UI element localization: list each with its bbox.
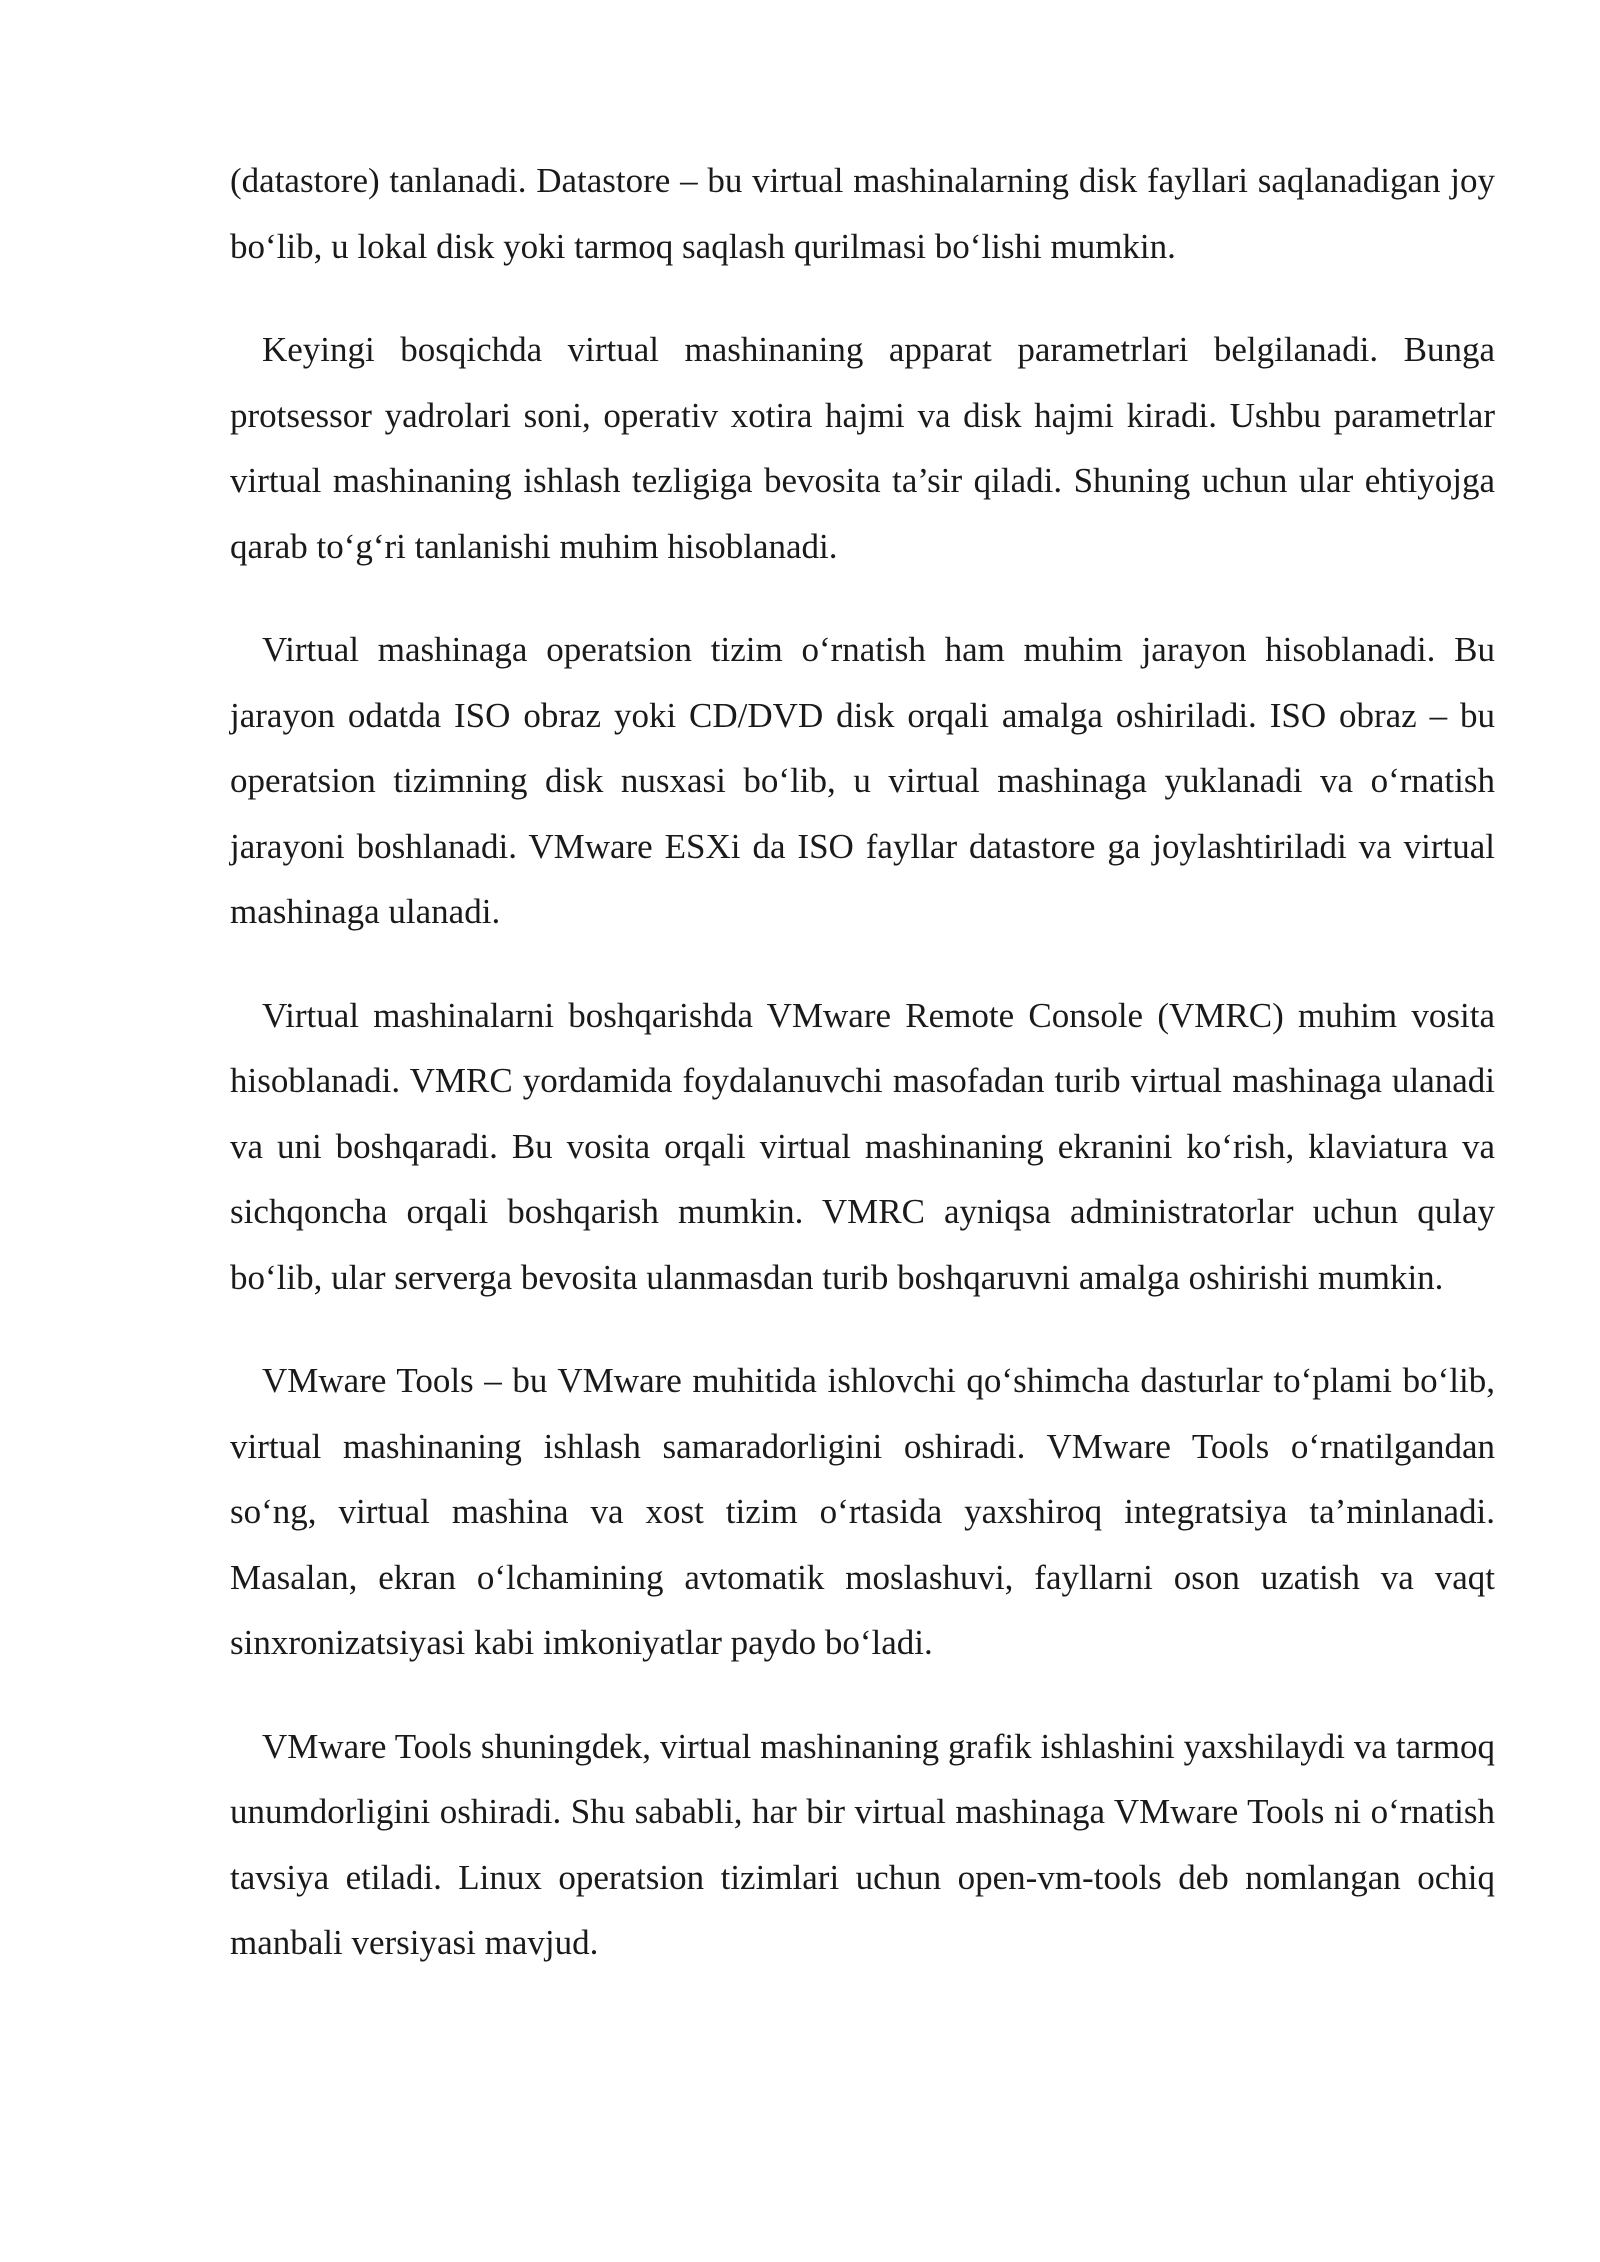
paragraph-os-installation: Virtual mashinaga operatsion tizim o‘rnatish ham muhim jarayon hisoblanadi. Bu jarayon odatda ISO obraz yoki CD/DVD disk orqali amalga oshiriladi. ISO obraz – bu operatsion tizimning disk nusxasi bo‘lib, u virtual mashinaga yuklanadi va o‘rnatish jarayoni boshlanadi. VMware ESXi da ISO fayllar datastore ga joylashtiriladi va virtual mashinaga ulanadi. <box>230 630 1495 931</box>
paragraph-vmrc: Virtual mashinalarni boshqarishda VMware Remote Console (VMRC) muhim vosita hisoblanadi. VMRC yordamida foydalanuvchi masofadan turib virtual mashinaga ulanadi va uni boshqaradi. Bu vosita orqali virtual mashinaning ekranini ko‘rish, klaviatura va sichqoncha orqali boshqarish mumkin. VMRC ayniqsa administratorlar uchun qulay bo‘lib, ular serverga bevosita ulanmasdan turib boshqaruvni amalga oshirishi mumkin. <box>230 995 1495 1297</box>
document-body <box>230 148 1495 2014</box>
paragraph-hardware-parameters: Keyingi bosqichda virtual mashinaning apparat parametrlari belgilanadi. Bunga protsessor yadrolari soni, operativ xotira hajmi va disk hajmi kiradi. Ushbu parametrlar virtual mashinaning ishlash tezligiga bevosita ta’sir qiladi. Shuning uchun ular ehtiyojga qarab to‘g‘ri tanlanishi muhim hisoblanadi. <box>230 330 1495 566</box>
paragraph-datastore: (datastore) tanlanadi. Datastore – bu virtual mashinalarning disk fayllari saqlanadigan joy bo‘lib, u lokal disk yoki tarmoq saqlash qurilmasi bo‘lishi mumkin. <box>230 161 1495 266</box>
paragraph-vmware-tools-benefits: VMware Tools shuningdek, virtual mashinaning grafik ishlashini yaxshilaydi va tarmoq unumdorligini oshiradi. Shu sababli, har bir virtual mashinaga VMware Tools ni o‘rnatish tavsiya etiladi. Linux operatsion tizimlari uchun open-vm-tools deb nomlangan ochiq manbali versiyasi mavjud. <box>230 1726 1495 1962</box>
paragraph-vmware-tools: VMware Tools – bu VMware muhitida ishlovchi qo‘shimcha dasturlar to‘plami bo‘lib, virtual mashinaning ishlash samaradorligini oshiradi. VMware Tools o‘rnatilgandan so‘ng, virtual mashina va xost tizim o‘rtasida yaxshiroq integratsiya ta’minlanadi. Masalan, ekran o‘lchamining avtomatik moslashuvi, fayllarni oson uzatish va vaqt sinxronizatsiyasi kabi imkoniyatlar paydo bo‘ladi. <box>230 1361 1495 1662</box>
